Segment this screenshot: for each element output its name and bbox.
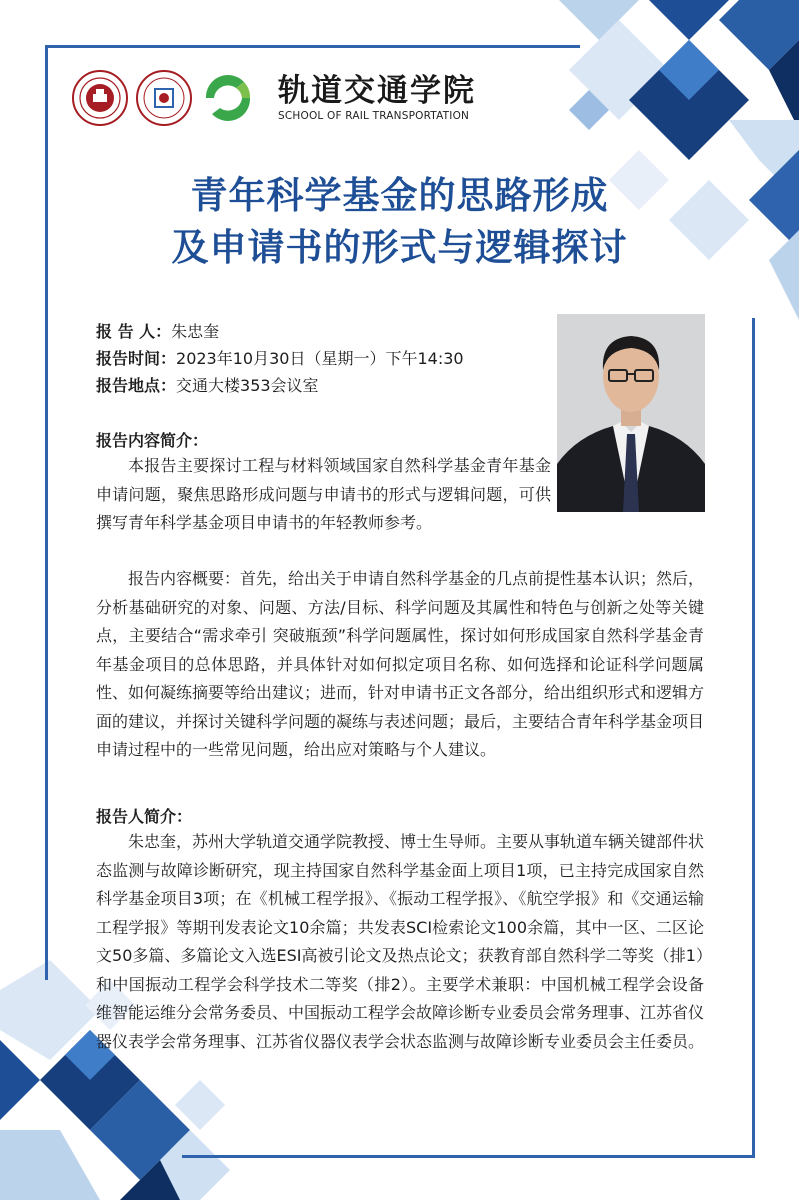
place-value: 交通大楼353会议室 bbox=[176, 376, 319, 395]
page-title bbox=[0, 170, 799, 274]
decorative-cubes-top-right bbox=[469, 0, 799, 330]
bio-paragraph: 朱忠奎，苏州大学轨道交通学院教授、博士生导师。主要从事轨道车辆关键部件状态监测与故障诊断研究，现主持国家自然科学基金面上项目1项，已主持完成国家自然科学基金项目3项；在《机械工程学报》、《振动工程学报》、《航空学报》和《交通运输工程学报》等期刊发表论文10余篇；共发表SCI检索论文100余篇，其中一区、二区论文50多篇、多篇论文入选ESI高被引论文及热点论文；获教育部自然科学二等奖（排1）和中国振动工程学会科学技术二等奖（排2）。主要学术兼职：中国机械工程学会设备维智能运维分会常务委员、中国振动工程学会故障诊断专业委员会常务理事、江苏省仪器仪表学会常务理事、江苏省仪器仪表学会状态监测与故障诊断专业委员会主任委员。 bbox=[96, 832, 705, 1051]
header-logos bbox=[72, 70, 476, 126]
bio-heading: 报告人简介： bbox=[96, 807, 193, 826]
speaker-row bbox=[96, 318, 464, 345]
title-line-1: 青年科学基金的思路形成 bbox=[190, 174, 609, 217]
rail-transportation-logo bbox=[200, 70, 256, 126]
university-seal-logo bbox=[72, 70, 128, 126]
talk-info bbox=[96, 318, 464, 399]
intro-paragraph-1: 本报告主要探讨工程与材料领域国家自然科学基金青年基金申请问题，聚焦思路形成问题与申请书的形式与逻辑问题，可供撰写青年科学基金项目申请书的年轻教师参考。 bbox=[96, 456, 551, 532]
speaker-label: 报 告 人： bbox=[96, 322, 172, 341]
time-value: 2023年10月30日（星期一）下午14:30 bbox=[176, 349, 464, 368]
time-row bbox=[96, 345, 464, 372]
speaker-value: 朱忠奎 bbox=[171, 322, 220, 341]
speaker-photo bbox=[557, 314, 705, 512]
place-label: 报告地点： bbox=[96, 376, 177, 395]
intro-heading: 报告内容简介： bbox=[96, 431, 209, 450]
school-name-cn: 轨道交通学院 bbox=[278, 73, 476, 109]
university-emblem-logo bbox=[136, 70, 192, 126]
title-line-2: 及申请书的形式与逻辑探讨 bbox=[171, 226, 628, 269]
school-name bbox=[278, 74, 476, 122]
place-row bbox=[96, 372, 464, 399]
frame-right-line bbox=[752, 318, 755, 1158]
time-label: 报告时间： bbox=[96, 349, 177, 368]
school-name-en: SCHOOL OF RAIL TRANSPORTATION bbox=[278, 110, 470, 122]
frame-top-line bbox=[45, 45, 580, 48]
intro-paragraph-2: 报告内容概要：首先，给出关于申请自然科学基金的几点前提性基本认识；然后，分析基础研究的对象、问题、方法/目标、科学问题及其属性和特色与创新之处等关键点，主要结合“需求牵引 突破瓶颈”科学问题属性，探讨如何形成国家自然科学基金青年基金项目的总体思路，并具体针对如何拟定项目名称、如何选择和论证科学问题属性、如何凝练摘要等给出建议；进而，针对申请书正文各部分，给出组织形式和逻辑方面的建议，并探讨关键科学问题的凝练与表述问题；最后，主要结合青年科学基金项目申请过程中的一些常见问题，给出应对策略与个人建议。 bbox=[96, 569, 705, 759]
frame-bottom-line bbox=[182, 1155, 755, 1158]
